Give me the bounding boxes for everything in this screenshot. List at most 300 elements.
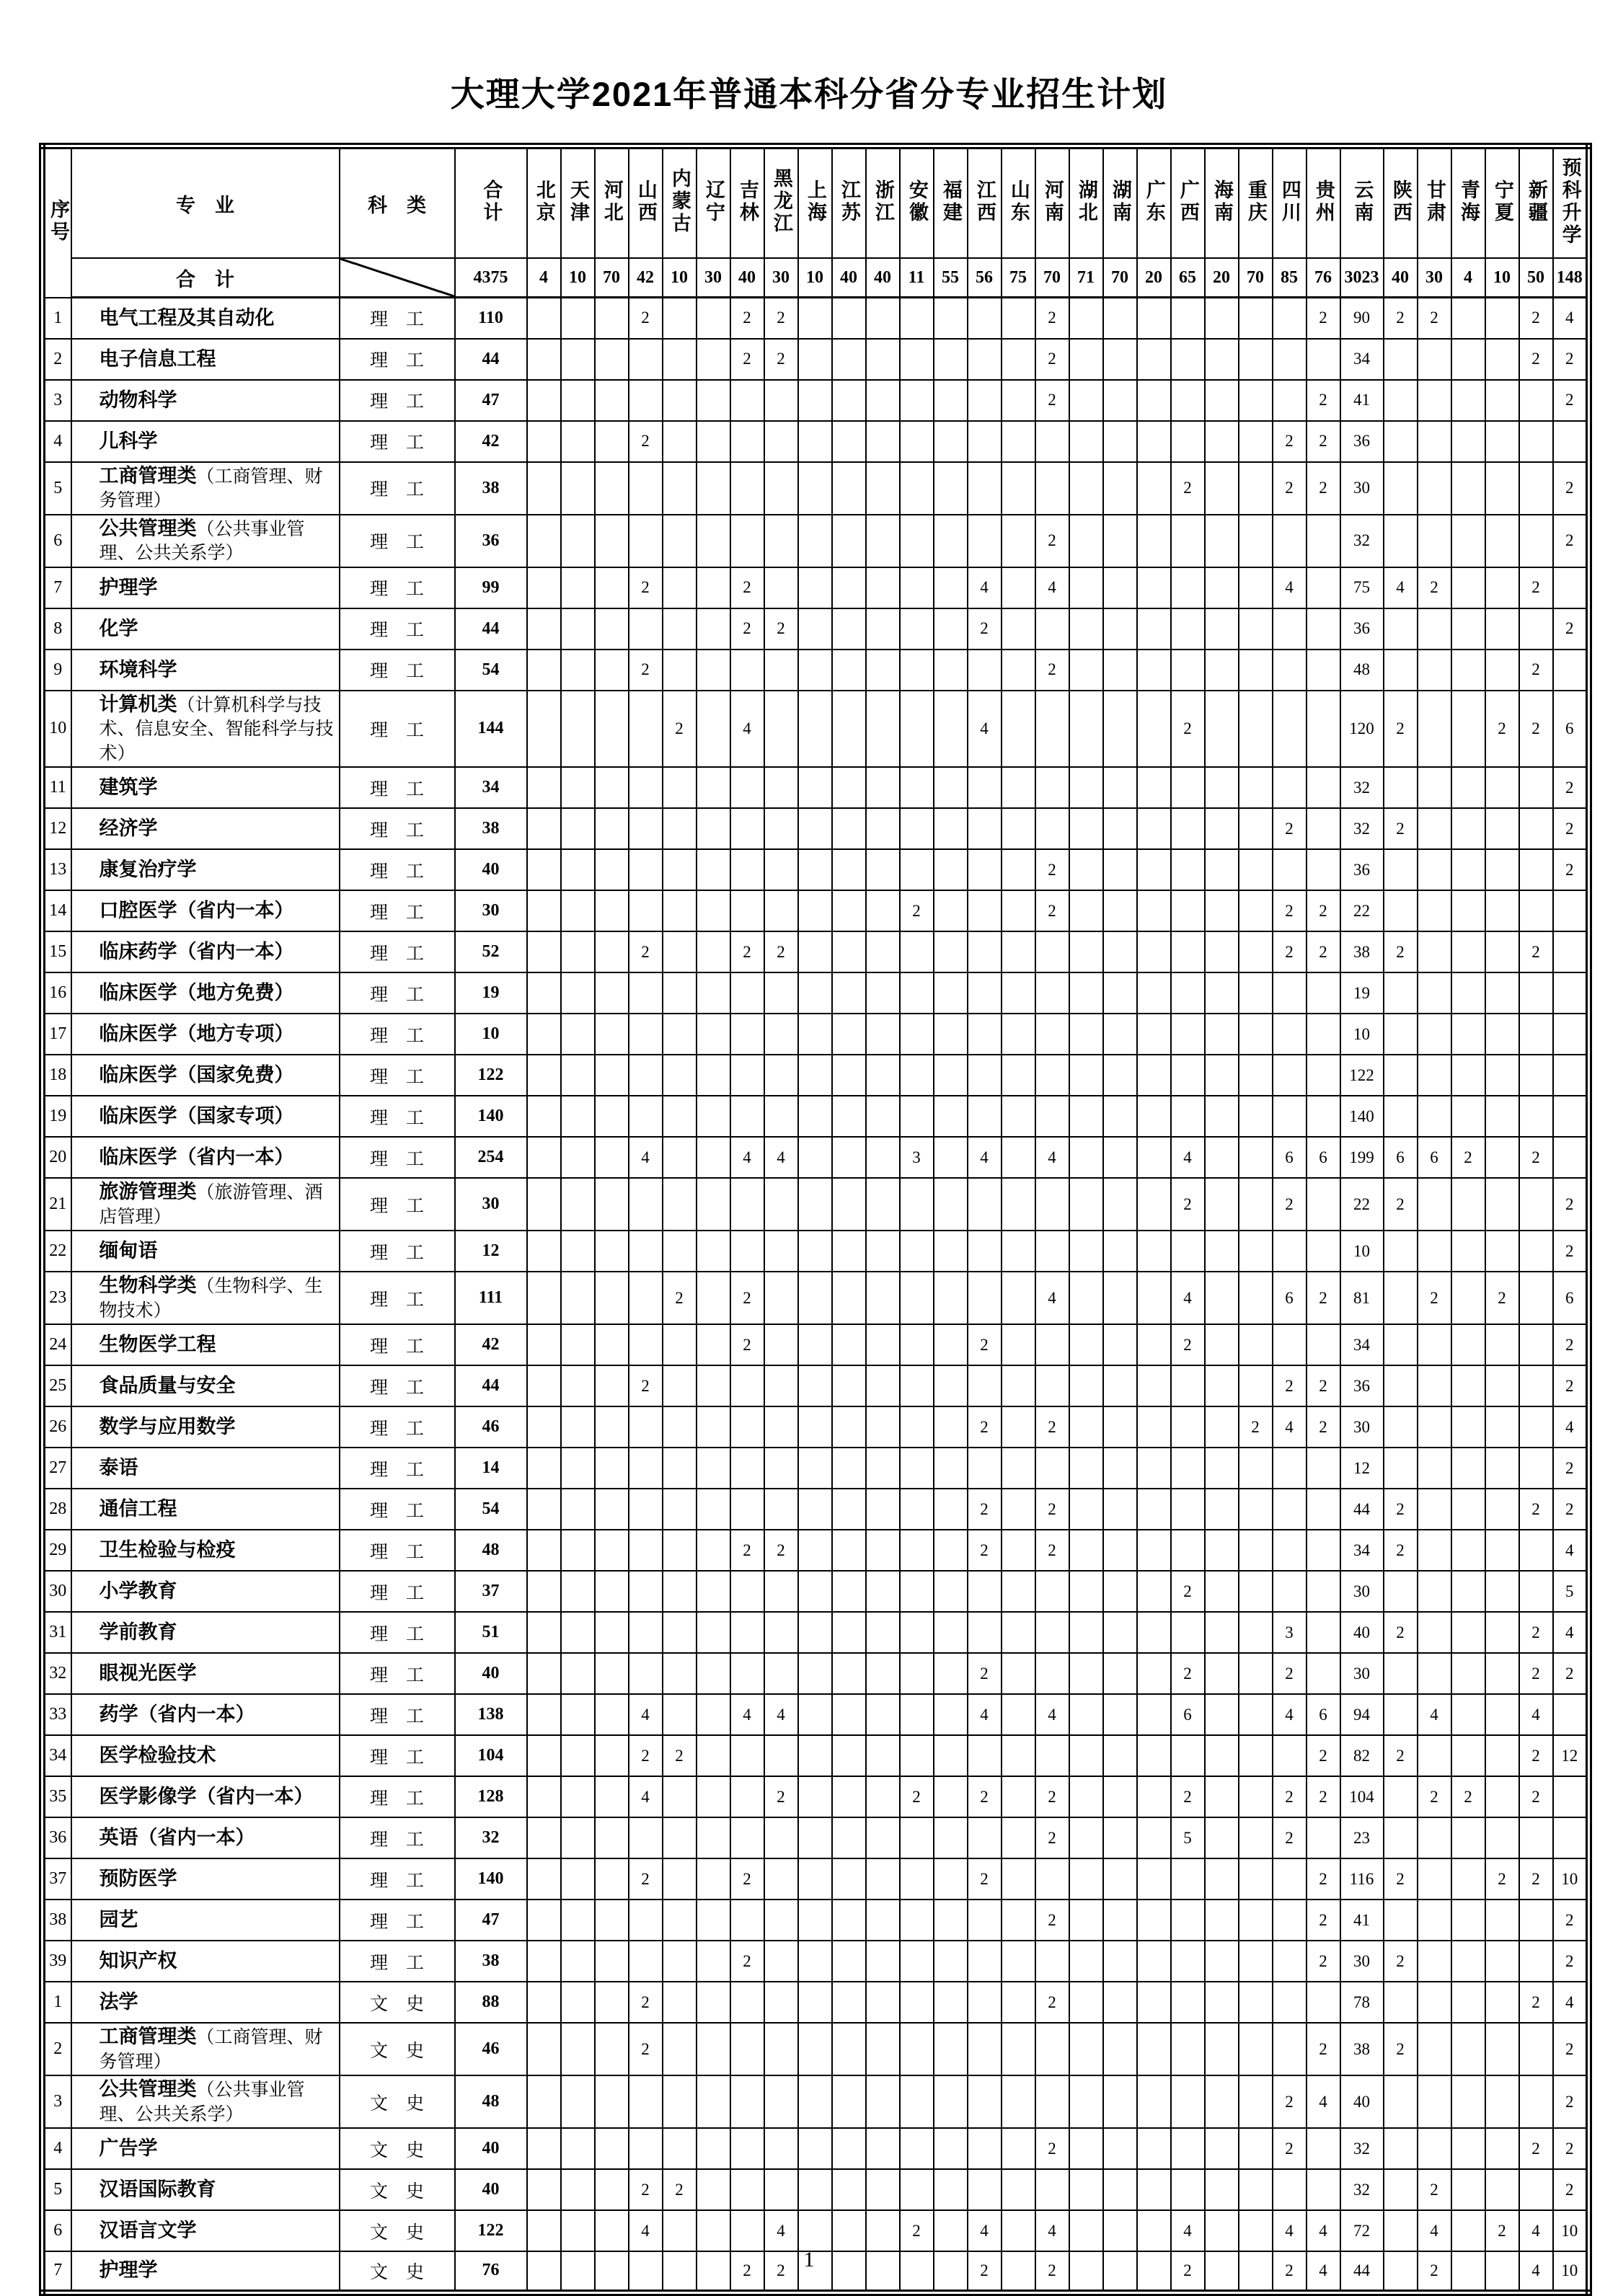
quota-cell (1137, 691, 1171, 768)
quota-cell (1307, 1448, 1340, 1489)
quota-cell (934, 1055, 968, 1096)
total-row-value: 75 (1002, 258, 1035, 298)
col-header-province (1485, 146, 1519, 259)
quota-cell: 2 (730, 1941, 764, 1982)
quota-cell (968, 339, 1002, 380)
quota-cell (1384, 515, 1418, 567)
quota-cell (1103, 2128, 1137, 2169)
quota-cell (866, 1900, 900, 1941)
quota-cell: 2 (1035, 1900, 1069, 1941)
quota-cell (561, 1571, 595, 1612)
major-name: 口腔医学（省内一本） (99, 900, 294, 922)
quota-cell (1137, 1231, 1171, 1272)
quota-cell (934, 1694, 968, 1735)
quota-cell (1137, 1530, 1171, 1571)
quota-cell: 75 (1340, 567, 1384, 608)
province-header-text: 河北 (601, 179, 623, 224)
quota-cell (900, 1406, 934, 1448)
quota-cell (1205, 2075, 1239, 2128)
quota-cell (697, 1941, 730, 1982)
quota-cell (527, 1612, 561, 1653)
quota-cell (1451, 380, 1485, 421)
quota-cell (1239, 608, 1273, 650)
quota-cell (561, 1406, 595, 1448)
quota-cell (900, 1900, 934, 1941)
quota-cell (1069, 2023, 1103, 2075)
row-total-cell: 128 (455, 1776, 527, 1817)
quota-cell (1069, 380, 1103, 421)
quota-cell (1069, 2128, 1103, 2169)
row-major (71, 515, 340, 567)
row-total-cell: 32 (455, 1817, 527, 1858)
table-row (43, 1530, 1589, 1571)
quota-cell (1553, 650, 1589, 691)
quota-cell: 2 (1307, 1941, 1340, 1982)
quota-cell (1307, 2128, 1340, 2169)
quota-cell (1307, 1612, 1340, 1653)
quota-cell (798, 1653, 832, 1694)
quota-cell (764, 462, 798, 515)
quota-cell (1485, 567, 1519, 608)
quota-cell: 2 (1519, 1858, 1553, 1900)
quota-cell (1307, 767, 1340, 808)
quota-cell (1137, 2023, 1171, 2075)
quota-cell: 2 (1553, 849, 1589, 890)
header-row-totals (43, 258, 1589, 298)
quota-cell (1273, 515, 1307, 567)
quota-cell (697, 931, 730, 972)
quota-cell (764, 691, 798, 768)
quota-cell (1103, 1858, 1137, 1900)
quota-cell (663, 1178, 697, 1231)
row-total-cell: 40 (455, 2169, 527, 2210)
quota-cell (1485, 1900, 1519, 1941)
quota-cell (968, 298, 1002, 339)
quota-cell (1002, 1489, 1035, 1530)
quota-cell (1384, 1900, 1418, 1941)
row-category: 文 史 (340, 2023, 455, 2075)
quota-cell (934, 1653, 968, 1694)
quota-cell (1307, 691, 1340, 768)
quota-cell (730, 1096, 764, 1137)
major-name: 康复治疗学 (99, 859, 197, 881)
row-major (71, 2075, 340, 2128)
row-total-cell: 38 (455, 808, 527, 849)
quota-cell: 4 (1035, 1694, 1069, 1735)
quota-cell (1069, 339, 1103, 380)
quota-cell (832, 1612, 866, 1653)
quota-cell: 4 (968, 691, 1002, 768)
quota-cell (1553, 1694, 1589, 1735)
quota-cell (663, 2075, 697, 2128)
quota-cell (1553, 1014, 1589, 1055)
major-name: 电气工程及其自动化 (99, 306, 275, 329)
quota-cell (1307, 1096, 1340, 1137)
province-header-text: 海南 (1211, 179, 1233, 224)
quota-cell (1239, 691, 1273, 768)
quota-cell (629, 972, 663, 1014)
quota-cell (1239, 1365, 1273, 1406)
row-seq: 3 (43, 380, 71, 421)
row-category: 理 工 (340, 1858, 455, 1900)
quota-cell (1103, 1735, 1137, 1776)
quota-cell: 122 (1340, 1055, 1384, 1096)
table-row (43, 380, 1589, 421)
quota-cell (1519, 462, 1553, 515)
quota-cell: 2 (1519, 1653, 1553, 1694)
quota-cell (1451, 1178, 1485, 1231)
quota-cell (697, 462, 730, 515)
quota-cell (1519, 1096, 1553, 1137)
quota-cell (595, 1014, 629, 1055)
quota-cell: 2 (1273, 2075, 1307, 2128)
quota-cell (832, 1776, 866, 1817)
quota-cell (832, 691, 866, 768)
quota-cell (1273, 1096, 1307, 1137)
quota-cell (832, 890, 866, 931)
quota-cell (697, 1365, 730, 1406)
quota-cell (1451, 2128, 1485, 2169)
quota-cell (697, 1096, 730, 1137)
quota-cell (595, 515, 629, 567)
quota-cell: 2 (968, 1324, 1002, 1365)
total-row-value: 65 (1171, 258, 1205, 298)
quota-cell (561, 1941, 595, 1982)
row-seq: 19 (43, 1096, 71, 1137)
quota-cell (764, 1272, 798, 1324)
col-header-province (1035, 146, 1069, 259)
quota-cell (1171, 767, 1205, 808)
quota-cell (561, 1055, 595, 1096)
quota-cell (1418, 1530, 1451, 1571)
quota-cell (730, 1653, 764, 1694)
quota-cell (1273, 1014, 1307, 1055)
table-row (43, 1178, 1589, 1231)
quota-cell: 4 (1273, 1406, 1307, 1448)
quota-cell: 2 (1553, 380, 1589, 421)
quota-cell: 2 (1485, 1272, 1519, 1324)
quota-cell (1519, 1941, 1553, 1982)
table-row (43, 1612, 1589, 1653)
quota-cell: 4 (764, 1137, 798, 1178)
row-category: 理 工 (340, 1406, 455, 1448)
quota-cell: 4 (1035, 1137, 1069, 1178)
quota-cell (764, 1858, 798, 1900)
col-header-province (866, 146, 900, 259)
major-name: 公共管理类 (99, 517, 197, 539)
quota-cell (1171, 931, 1205, 972)
quota-cell (1069, 2075, 1103, 2128)
quota-cell (1137, 1817, 1171, 1858)
quota-cell (1171, 1530, 1205, 1571)
quota-cell (527, 890, 561, 931)
quota-cell (1307, 1178, 1340, 1231)
quota-cell (629, 1448, 663, 1489)
quota-cell (1451, 1982, 1485, 2023)
quota-cell (1205, 380, 1239, 421)
quota-cell (900, 1055, 934, 1096)
quota-cell (1137, 2210, 1171, 2251)
row-category: 理 工 (340, 1014, 455, 1055)
quota-cell (1485, 1489, 1519, 1530)
row-major (71, 608, 340, 650)
quota-cell (663, 339, 697, 380)
quota-cell: 2 (1519, 1776, 1553, 1817)
quota-cell (866, 339, 900, 380)
quota-cell (730, 972, 764, 1014)
quota-cell (968, 767, 1002, 808)
quota-cell (1519, 2169, 1553, 2210)
quota-cell (1103, 1900, 1137, 1941)
quota-cell (629, 1406, 663, 1448)
quota-cell: 2 (1273, 462, 1307, 515)
quota-cell (629, 1489, 663, 1530)
quota-cell: 4 (629, 1694, 663, 1735)
quota-cell (1384, 421, 1418, 462)
row-seq: 14 (43, 890, 71, 931)
province-header-text: 山东 (1007, 179, 1030, 224)
quota-cell (798, 1900, 832, 1941)
quota-cell (1418, 2075, 1451, 2128)
quota-cell: 2 (730, 339, 764, 380)
quota-cell (900, 1448, 934, 1489)
quota-cell (561, 1272, 595, 1324)
quota-cell (1137, 767, 1171, 808)
quota-cell (934, 339, 968, 380)
quota-cell (1519, 421, 1553, 462)
quota-cell (730, 1776, 764, 1817)
quota-cell (697, 1324, 730, 1365)
major-name: 动物科学 (99, 389, 177, 411)
major-name: 电子信息工程 (99, 347, 216, 370)
quota-cell (629, 2075, 663, 2128)
quota-cell (595, 808, 629, 849)
quota-cell: 4 (1519, 1694, 1553, 1735)
row-seq: 29 (43, 1530, 71, 1571)
quota-cell: 4 (1273, 567, 1307, 608)
quota-cell (832, 608, 866, 650)
quota-cell: 10 (1553, 2251, 1589, 2292)
quota-cell (697, 2210, 730, 2251)
quota-cell: 6 (1307, 1137, 1340, 1178)
quota-cell: 81 (1340, 1272, 1384, 1324)
quota-cell: 2 (1307, 1365, 1340, 1406)
quota-cell (968, 931, 1002, 972)
quota-cell (1519, 1530, 1553, 1571)
quota-cell (1205, 1489, 1239, 1530)
quota-cell (1418, 1941, 1451, 1982)
quota-cell (1485, 890, 1519, 931)
quota-cell: 2 (629, 567, 663, 608)
quota-cell (1485, 2075, 1519, 2128)
table-row (43, 567, 1589, 608)
row-category: 理 工 (340, 1612, 455, 1653)
quota-cell (968, 2128, 1002, 2169)
quota-cell (1002, 1448, 1035, 1489)
row-total-cell: 42 (455, 1324, 527, 1365)
quota-cell: 4 (1519, 2251, 1553, 2292)
quota-cell (595, 1231, 629, 1272)
row-category: 理 工 (340, 1530, 455, 1571)
quota-cell (595, 298, 629, 339)
quota-cell (527, 1735, 561, 1776)
row-total-cell: 40 (455, 1653, 527, 1694)
quota-cell (968, 1231, 1002, 1272)
quota-cell (1103, 1324, 1137, 1365)
quota-cell: 2 (1418, 1272, 1451, 1324)
quota-cell (1002, 1900, 1035, 1941)
quota-cell: 2 (1307, 1735, 1340, 1776)
quota-cell (1035, 608, 1069, 650)
quota-cell (527, 1137, 561, 1178)
quota-cell (968, 650, 1002, 691)
row-seq: 11 (43, 767, 71, 808)
quota-cell: 4 (1273, 2210, 1307, 2251)
quota-cell: 48 (1340, 650, 1384, 691)
quota-cell (1002, 1817, 1035, 1858)
quota-cell (1069, 1448, 1103, 1489)
quota-cell (1273, 1571, 1307, 1612)
quota-cell (1239, 1776, 1273, 1817)
quota-cell: 2 (1553, 462, 1589, 515)
quota-cell (730, 380, 764, 421)
quota-cell (1205, 1272, 1239, 1324)
quota-cell: 90 (1340, 298, 1384, 339)
quota-cell (629, 1231, 663, 1272)
quota-cell (1273, 1055, 1307, 1096)
quota-cell (663, 931, 697, 972)
row-major (71, 1530, 340, 1571)
quota-cell (561, 1137, 595, 1178)
quota-cell: 10 (1553, 2210, 1589, 2251)
quota-cell (832, 972, 866, 1014)
quota-cell (527, 691, 561, 768)
major-note: （旅游管理、酒店管理） (99, 1183, 323, 1227)
quota-cell (730, 2210, 764, 2251)
quota-cell (866, 1324, 900, 1365)
quota-cell: 2 (1553, 2128, 1589, 2169)
quota-cell: 2 (1307, 380, 1340, 421)
quota-cell (832, 1324, 866, 1365)
quota-cell (697, 1776, 730, 1817)
quota-cell (934, 1982, 968, 2023)
quota-cell (866, 650, 900, 691)
quota-cell (1035, 1324, 1069, 1365)
quota-cell (1239, 2023, 1273, 2075)
quota-cell (697, 1014, 730, 1055)
quota-cell (1485, 1817, 1519, 1858)
quota-cell: 2 (1485, 691, 1519, 768)
quota-cell (1035, 1653, 1069, 1694)
quota-cell (832, 1448, 866, 1489)
province-header-text: 福建 (940, 179, 962, 224)
quota-cell (934, 1365, 968, 1406)
quota-cell (832, 515, 866, 567)
col-header-province (1553, 146, 1589, 259)
quota-cell: 2 (1553, 1178, 1589, 1231)
quota-cell (1451, 1694, 1485, 1735)
quota-cell (968, 972, 1002, 1014)
quota-cell (595, 1817, 629, 1858)
row-category: 理 工 (340, 380, 455, 421)
quota-cell (561, 567, 595, 608)
quota-cell: 2 (764, 2251, 798, 2292)
table-row (43, 650, 1589, 691)
row-total-cell: 88 (455, 1982, 527, 2023)
table-row (43, 849, 1589, 890)
quota-cell (663, 2128, 697, 2169)
quota-cell (1035, 462, 1069, 515)
quota-cell: 4 (1171, 1272, 1205, 1324)
table-row (43, 931, 1589, 972)
quota-cell: 2 (1307, 421, 1340, 462)
quota-cell (527, 1096, 561, 1137)
row-seq: 30 (43, 1571, 71, 1612)
quota-cell: 2 (1307, 1406, 1340, 1448)
major-note: （公共事业管理、公共关系学） (99, 2080, 305, 2124)
quota-cell (1384, 1055, 1418, 1096)
quota-cell (1307, 2169, 1340, 2210)
quota-cell: 4 (1418, 2210, 1451, 2251)
quota-cell (1069, 1900, 1103, 1941)
quota-cell (900, 1735, 934, 1776)
quota-cell (900, 380, 934, 421)
row-major (71, 1858, 340, 1900)
quota-cell: 5 (1553, 1571, 1589, 1612)
quota-cell (629, 1272, 663, 1324)
quota-cell (595, 1406, 629, 1448)
quota-cell: 30 (1340, 1941, 1384, 1982)
row-major (71, 1137, 340, 1178)
quota-cell (1418, 1365, 1451, 1406)
quota-cell (1137, 1272, 1171, 1324)
total-row-value: 148 (1553, 258, 1589, 298)
quota-cell (764, 1055, 798, 1096)
quota-cell (1002, 2023, 1035, 2075)
quota-cell (1485, 1694, 1519, 1735)
quota-cell (764, 1324, 798, 1365)
quota-cell (1307, 849, 1340, 890)
quota-cell: 2 (1307, 1776, 1340, 1817)
quota-cell (1205, 1406, 1239, 1448)
quota-cell (663, 1571, 697, 1612)
province-header-text: 陕西 (1389, 179, 1412, 224)
quota-cell (1205, 931, 1239, 972)
quota-cell (1069, 1096, 1103, 1137)
major-name: 生物科学类 (99, 1275, 197, 1296)
quota-cell: 2 (1035, 1530, 1069, 1571)
quota-cell (1451, 691, 1485, 768)
quota-cell (1273, 1858, 1307, 1900)
quota-cell: 30 (1340, 1406, 1384, 1448)
quota-cell (1384, 1571, 1418, 1612)
quota-cell (900, 1612, 934, 1653)
quota-cell (1069, 421, 1103, 462)
quota-cell (1002, 567, 1035, 608)
quota-cell: 2 (1035, 650, 1069, 691)
quota-cell (629, 1096, 663, 1137)
quota-cell: 2 (1553, 1448, 1589, 1489)
quota-cell (730, 1571, 764, 1612)
quota-cell (1171, 1489, 1205, 1530)
quota-cell: 2 (1171, 1178, 1205, 1231)
quota-cell (1205, 2128, 1239, 2169)
quota-cell (1273, 1231, 1307, 1272)
row-category: 理 工 (340, 515, 455, 567)
quota-cell: 4 (968, 2210, 1002, 2251)
total-row-value: 56 (968, 258, 1002, 298)
quota-cell (629, 1817, 663, 1858)
